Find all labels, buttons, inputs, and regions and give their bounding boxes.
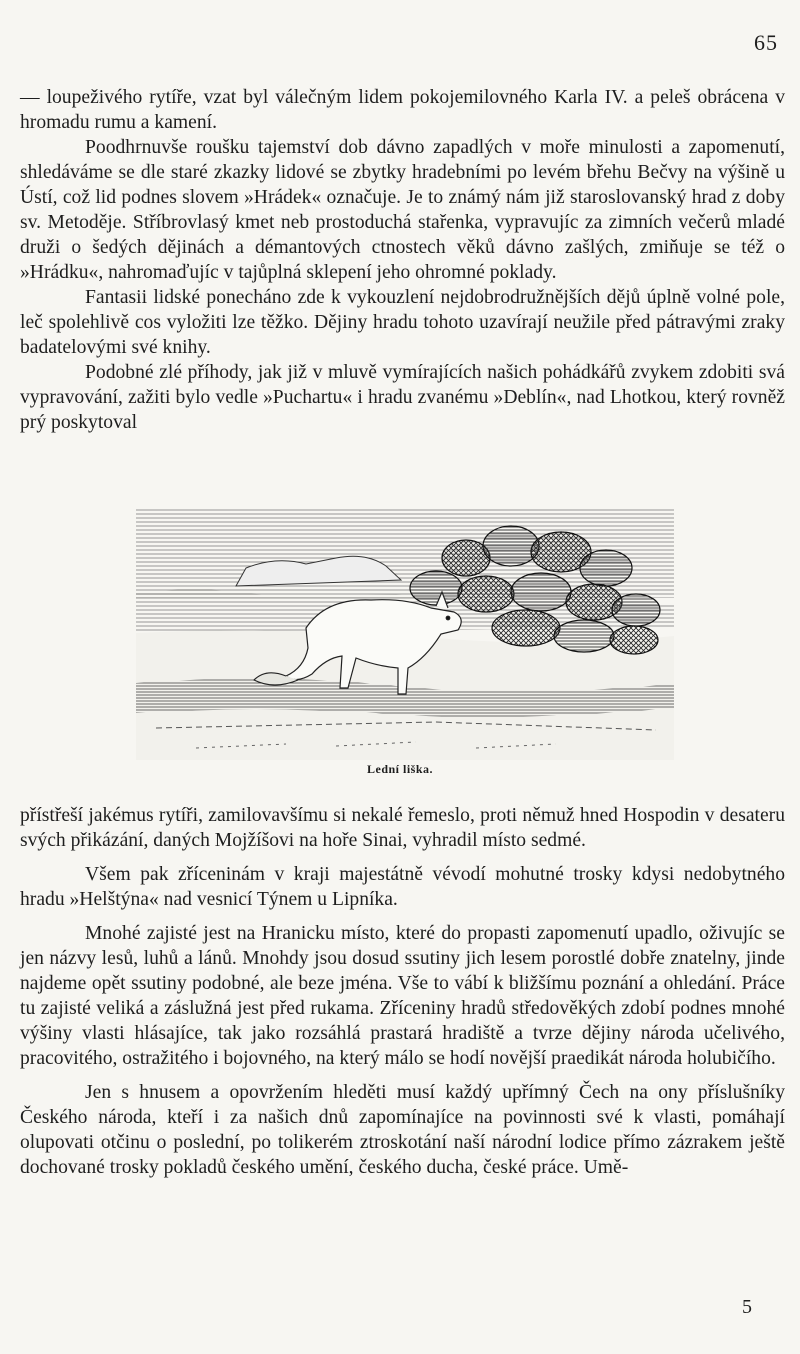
paragraph: — loupeživého rytíře, vzat byl válečným lidem pokojemilovného Karla IV. a peleš obrácena v hromadu rumu a kamení. — [20, 87, 785, 133]
figure-caption: Lední liška. — [366, 762, 434, 776]
arctic-fox-illustration — [136, 508, 674, 760]
paragraph: Jen s hnusem a opovržením hleděti musí každý upřímný Čech na ony příslušníky Českého národa, kteří i za našich dnů zapomínajíce na povinnosti své k vlasti, pomáhají olupovati otčinu o poslední, po tolikerém ztroskotání naší národní lodice přímo zázrakem ještě dochované trosky pokladů českého umění, českého ducha, české práce. Umě- — [20, 1082, 785, 1178]
paragraph: Poodhrnuvše roušku tajemství dob dávno zapadlých v moře minulosti a zapomenutí, shledáváme se dle staré zkazky lidové se zbytky hradebními po levém břehu Bečvy na výšině u Ústí, což lid podnes slovem »Hrádek« označuje. Je to známý nám již staroslovanský hrad z doby sv. Metoděje. Stříbrovlasý kmet neb prostoduchá stařenka, vypravujíc za zimních večerů mladé druži o šedých dějinách a démantových ctnostech věků dávno zašlých, zmiňuje se též o »Hrádku«, nahromaďujíc v tajůplná sklepení jeho ohromné poklady. — [20, 137, 785, 283]
paragraph: Fantasii lidské ponecháno zde k vykouzlení nejdobrodružnějších dějů úplně volné pole, leč spolehlivě cos vyložiti lze těžko. Dějiny hradu tohoto uzavírají neužile před pátravými zraky badatelovými své knihy. — [20, 287, 785, 358]
text-block-top — [20, 85, 785, 435]
signature-mark: 5 — [742, 1296, 752, 1318]
page-number: 65 — [754, 30, 778, 55]
paragraph: Podobné zlé příhody, jak již v mluvě vymírajících našich pohádkářů zvykem zdobiti svá vypravování, zažiti bylo vedle »Puchartu« i hradu zvanému »Deblín«, nad Lhotkou, který rovněž prý poskytoval — [20, 362, 785, 433]
paragraph: přístřeší jakémus rytíři, zamilovavšímu si nekalé řemeslo, proti němuž hned Hospodin v desateru svých přikázání, daných Mojžíšovi na hoře Sinai, vyhradil místo sedmé. — [20, 805, 785, 851]
text-block-bottom — [20, 803, 785, 1180]
paragraph: Mnohé zajisté jest na Hranicku místo, které do propasti zapomenutí upadlo, oživujíc se jen názvy lesů, luhů a lánů. Mnohdy jsou dosud ssutiny jich lesem porostlé dobře znatelny, jinde najdeme opět ssutiny podobné, ale beze jména. Vše to vábí k bližšímu poznání a ohledání. Práce tu zajisté veliká a záslužná jest před rukama. Zříceniny hradů středověkých zdobí podnes mnohé výšiny vlasti hlásajíce, tak jako rozsáhlá prastará hradiště a tvrze dějiny národa učelivého, pracovitého, ostražitého i bojovného, na který málo se hodí novější praedikát národa holubičího. — [20, 923, 785, 1069]
paragraph: Všem pak zříceninám v kraji majestátně vévodí mohutné trosky kdysi nedobytného hradu »Helštýna« nad vesnicí Týnem u Lipníka. — [20, 864, 785, 910]
